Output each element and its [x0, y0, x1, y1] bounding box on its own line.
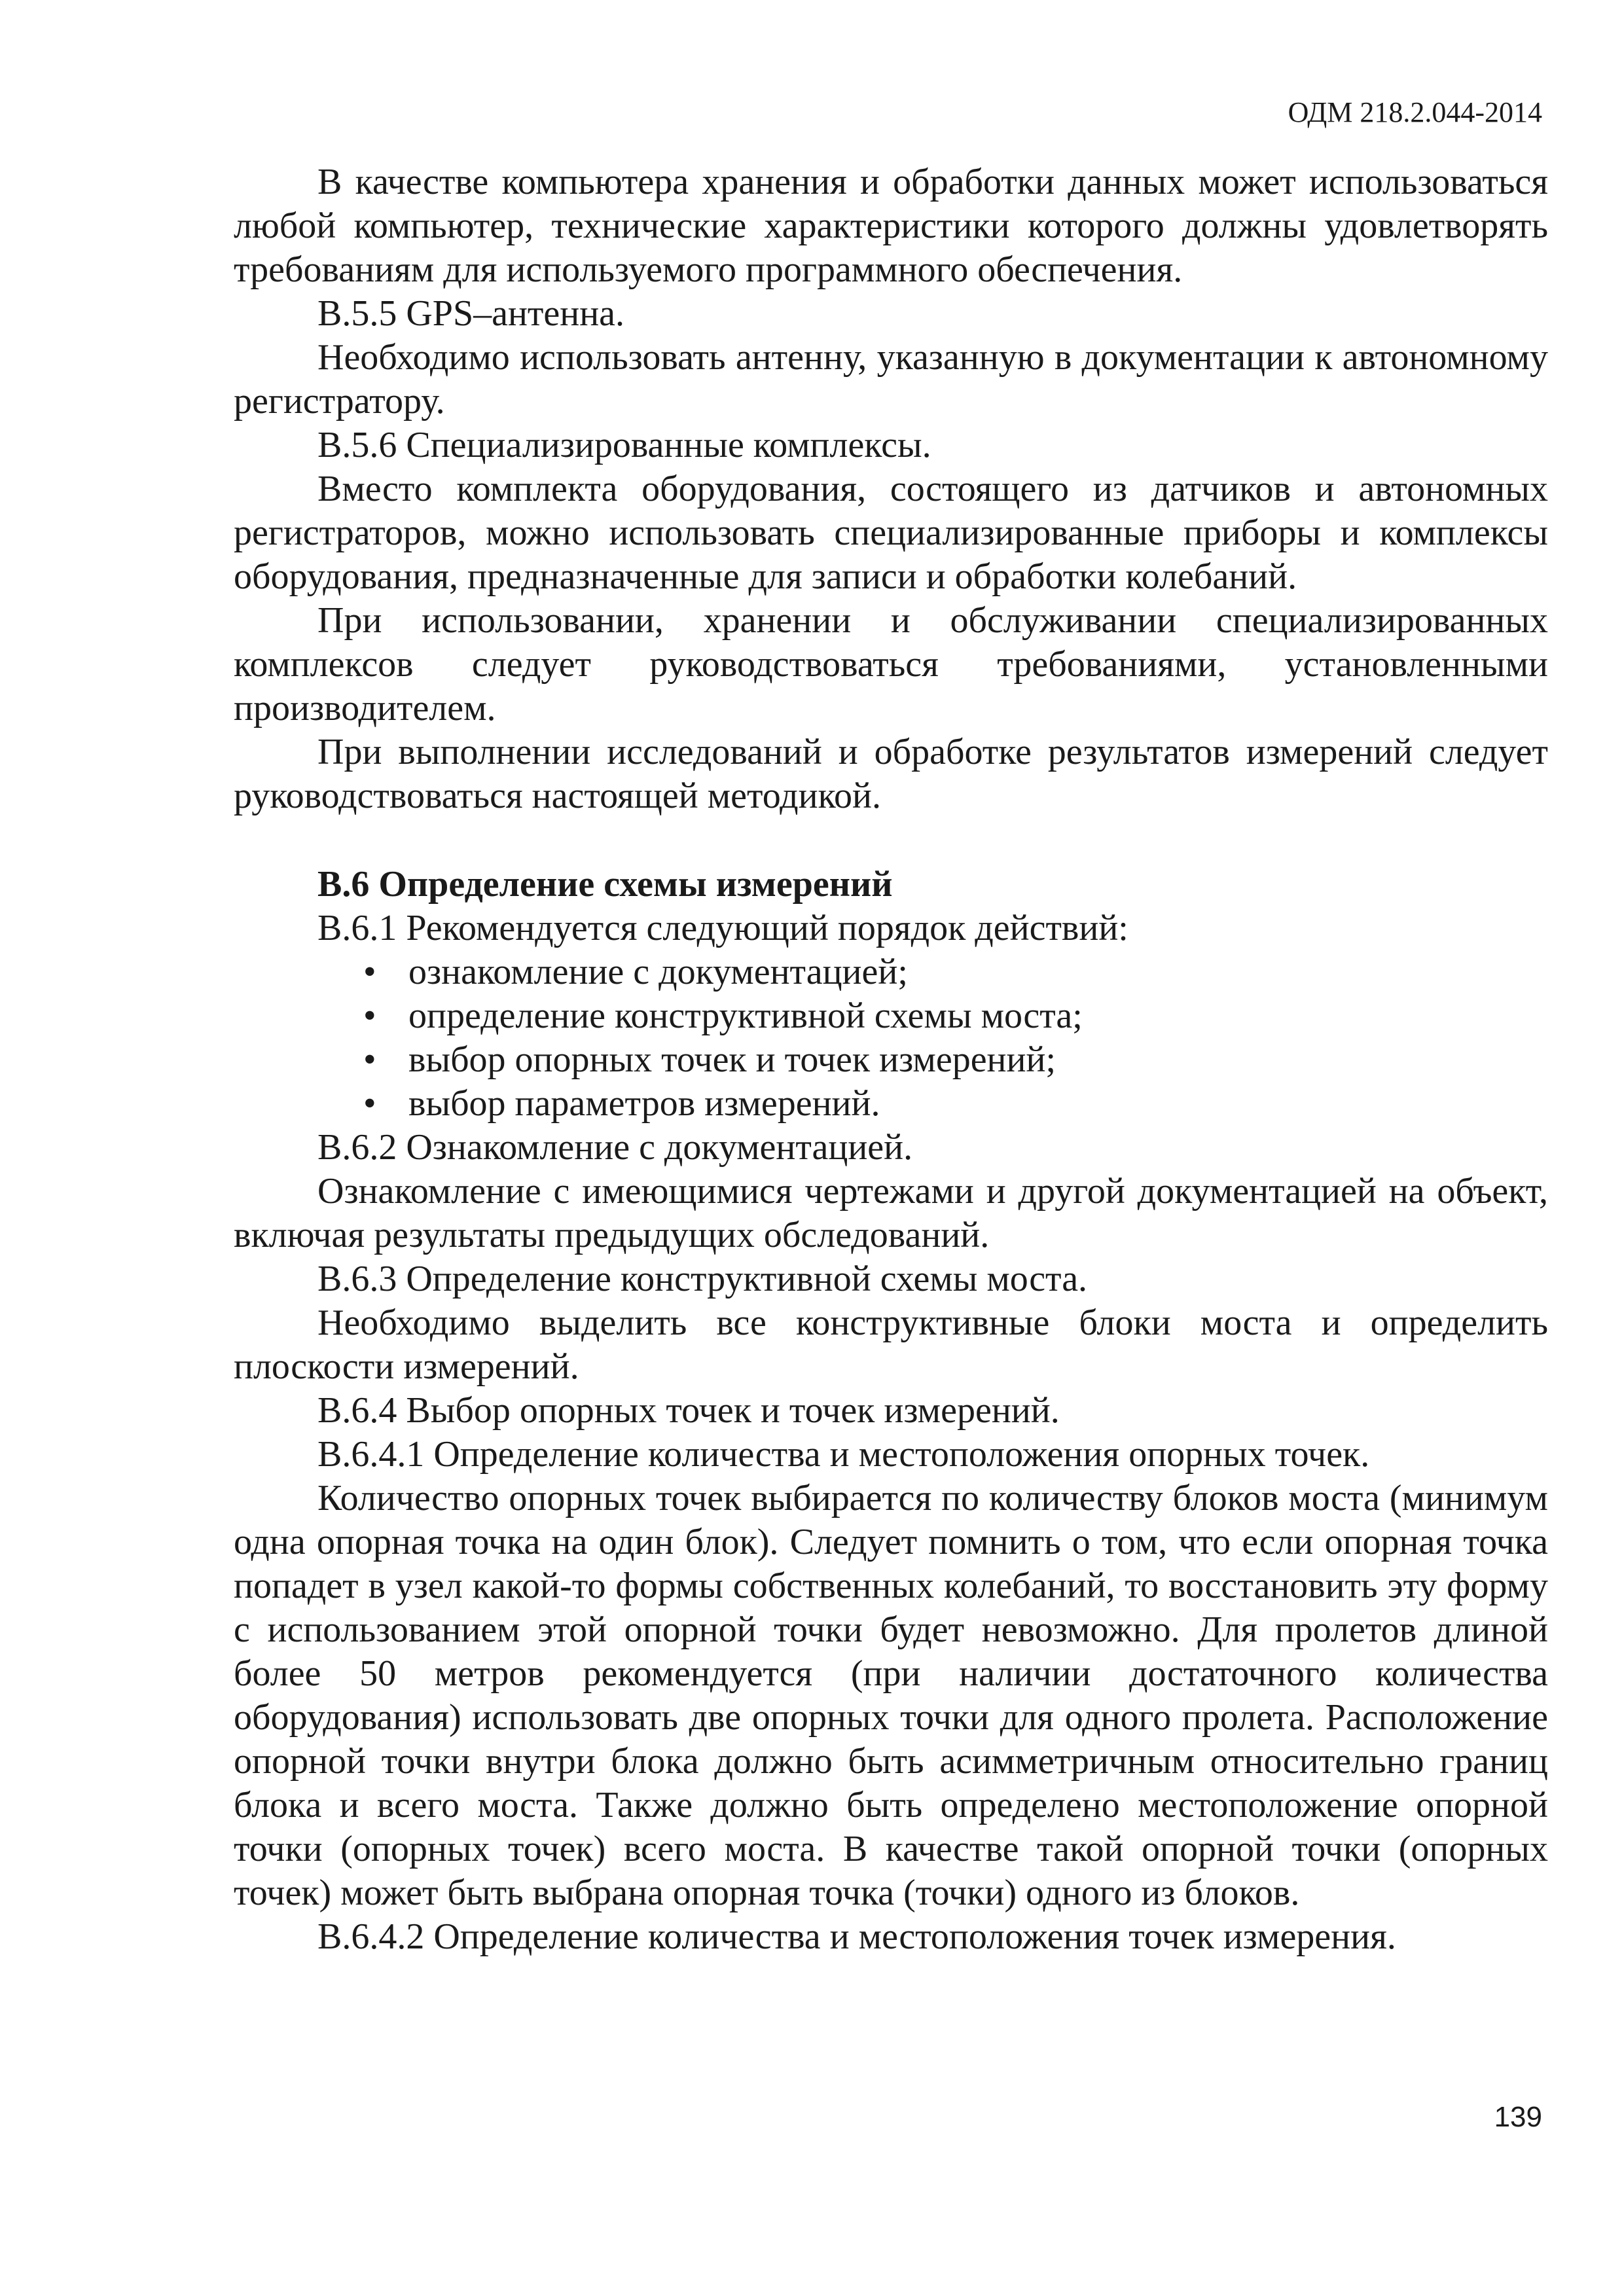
list-item — [234, 1038, 1548, 1082]
list-item — [234, 950, 1548, 994]
paragraph-documentation: Ознакомление с имеющимися чертежами и другой документацией на объект, включая результаты предыдущих обследований. — [234, 1171, 1548, 1255]
paragraph-antenna: Необходимо использовать антенну, указанную в документации к автономному регистратору. — [234, 337, 1548, 422]
action-list — [234, 950, 1548, 1126]
list-item-text: выбор опорных точек и точек измерений; — [408, 1039, 1056, 1080]
section-intro: В.6.1 Рекомендуется следующий порядок действий: — [317, 908, 1128, 948]
bullet-icon: • — [363, 996, 376, 1036]
list-item-text: выбор параметров измерений. — [408, 1083, 880, 1124]
paragraph-usage: При использовании, хранении и обслуживании специализированных комплексов следует руководствоваться требованиями, установленными производителем. — [234, 600, 1548, 728]
list-item-text: ознакомление с документацией; — [408, 952, 908, 992]
paragraph-structural-scheme: Необходимо выделить все конструктивные блоки моста и определить плоскости измерений. — [234, 1302, 1548, 1387]
list-item-text: определение конструктивной схемы моста; — [408, 996, 1083, 1036]
bullet-icon: • — [363, 952, 376, 992]
bullet-icon: • — [363, 1039, 376, 1080]
paragraph-computer: В качестве компьютера хранения и обработки данных может использоваться любой компьютер, технические характеристики которого должны удовлетворять требованиям для используемого программного обеспечения. — [234, 162, 1548, 290]
list-item — [234, 1082, 1548, 1126]
subsection-reference-points: В.6.4.1 Определение количества и местоположения опорных точек. — [317, 1434, 1370, 1475]
page-number: 139 — [1494, 2101, 1542, 2133]
document-code-header: ОДМ 218.2.044-2014 — [1288, 96, 1542, 128]
section-heading: В.6 Определение схемы измерений — [317, 864, 893, 905]
subsection-structural-scheme: В.6.3 Определение конструктивной схемы моста. — [317, 1259, 1088, 1299]
paragraph-equipment: Вместо комплекта оборудования, состоящего из датчиков и автономных регистраторов, можно использовать специализированные приборы и комплексы оборудования, предназначенные для записи и обработки колебаний. — [234, 469, 1548, 597]
bullet-icon: • — [363, 1083, 376, 1124]
paragraph-reference-points: Количество опорных точек выбирается по количеству блоков моста (минимум одна опорная точка на один блок). Следует помнить о том, что если опорная точка попадет в узел какой-то формы собственных колебаний, то восстановить эту форму с использованием этой опорной точки будет невозможно. Для пролетов длиной более 50 метров рекомендуется (при наличии достаточного количества оборудования) использовать две опорных точки для одного пролета. Расположение опорной точки внутри блока должно быть асимметричным относительно границ блока и всего моста. Также должно быть определено местоположение опорной точки (опорных точек) всего моста. В качестве такой опорной точки (опорных точек) может быть выбрана опорная точка (точки) одного из блоков. — [234, 1478, 1548, 1913]
subsection-documentation: В.6.2 Ознакомление с документацией. — [317, 1127, 913, 1168]
paragraph-methodology: При выполнении исследований и обработке результатов измерений следует руководствоваться настоящей методикой. — [234, 732, 1548, 816]
subsection-specialized-complexes: В.5.6 Специализированные комплексы. — [317, 425, 931, 465]
subsection-gps-antenna: В.5.5 GPS–антенна. — [317, 293, 625, 334]
page-body — [234, 160, 1548, 1959]
subsection-point-selection: В.6.4 Выбор опорных точек и точек измерений. — [317, 1390, 1060, 1431]
list-item — [234, 994, 1548, 1038]
subsection-measurement-points: В.6.4.2 Определение количества и местоположения точек измерения. — [317, 1916, 1396, 1957]
